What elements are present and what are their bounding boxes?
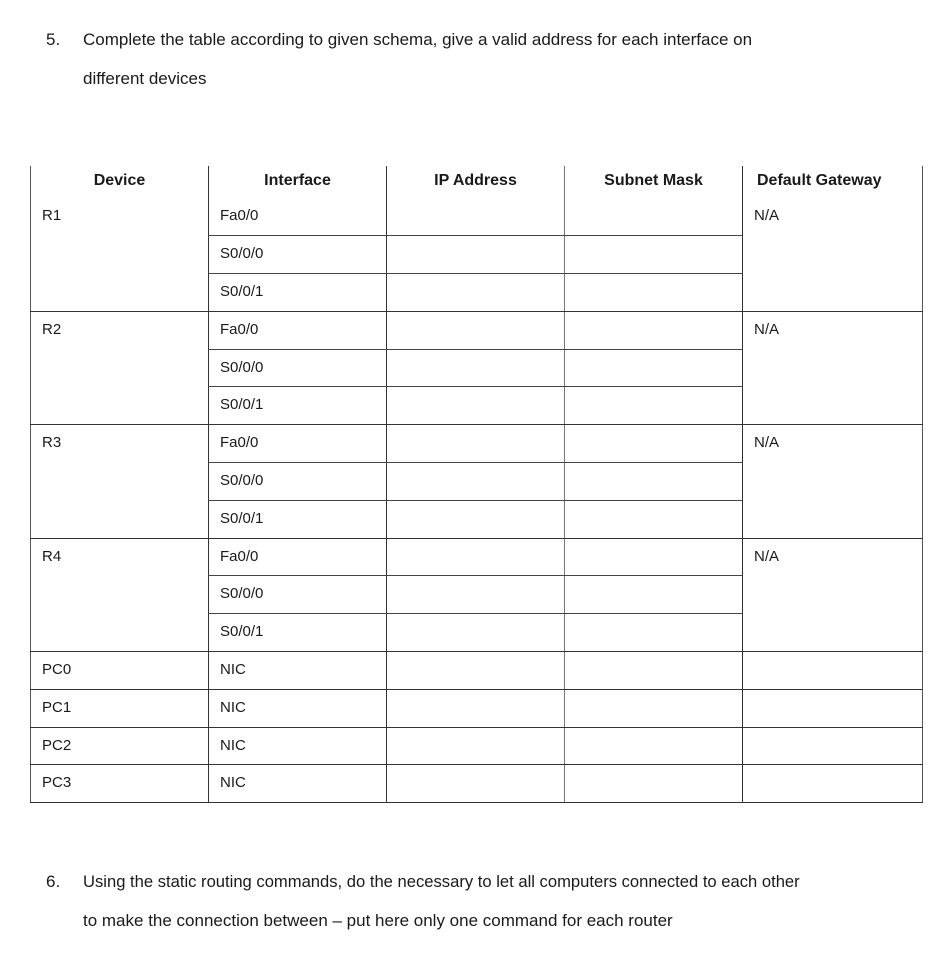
subnet-mask-cell[interactable] [565, 576, 743, 614]
subnet-mask-cell[interactable] [565, 463, 743, 501]
question-5-line-1: Complete the table according to given schema, give a valid address for each interface on [83, 30, 753, 49]
gateway-cell [743, 614, 923, 652]
interface-cell: NIC [209, 689, 387, 727]
gateway-cell [743, 236, 923, 274]
question-6-line-2: to make the connection between – put here only one command for each router [83, 911, 673, 930]
subnet-mask-cell[interactable] [565, 614, 743, 652]
interface-cell: S0/0/1 [209, 387, 387, 425]
subnet-mask-cell[interactable] [565, 500, 743, 538]
subnet-mask-cell[interactable] [565, 236, 743, 274]
subnet-mask-cell[interactable] [565, 349, 743, 387]
ip-address-cell[interactable] [387, 387, 565, 425]
device-cell: PC1 [31, 689, 209, 727]
gateway-cell [743, 463, 923, 501]
question-5-number: 5. [46, 30, 61, 49]
table-row [31, 463, 923, 501]
interface-cell: NIC [209, 652, 387, 690]
gateway-cell [743, 576, 923, 614]
device-cell: PC3 [31, 765, 209, 803]
ip-address-cell[interactable] [387, 765, 565, 803]
device-cell [31, 387, 209, 425]
gateway-cell: N/A [743, 538, 923, 576]
interface-cell: S0/0/0 [209, 463, 387, 501]
device-cell: R1 [31, 198, 209, 236]
gateway-cell [743, 387, 923, 425]
ip-address-cell[interactable] [387, 538, 565, 576]
table-row [31, 311, 923, 349]
subnet-mask-cell[interactable] [565, 689, 743, 727]
subnet-mask-cell[interactable] [565, 274, 743, 312]
interface-cell: Fa0/0 [209, 311, 387, 349]
question-6-line-1: Using the static routing commands, do the necessary to let all computers connected to each other [83, 872, 800, 891]
ip-address-cell[interactable] [387, 500, 565, 538]
device-cell: R3 [31, 425, 209, 463]
device-cell [31, 463, 209, 501]
table-row [31, 349, 923, 387]
ip-address-cell[interactable] [387, 576, 565, 614]
device-cell: R2 [31, 311, 209, 349]
interface-cell: S0/0/1 [209, 614, 387, 652]
ip-address-cell[interactable] [387, 425, 565, 463]
subnet-mask-cell[interactable] [565, 198, 743, 236]
device-cell: PC2 [31, 727, 209, 765]
table-row [31, 425, 923, 463]
device-cell [31, 236, 209, 274]
table-row [31, 500, 923, 538]
table-row [31, 538, 923, 576]
header-device: Device [31, 166, 209, 198]
table-row [31, 765, 923, 803]
table-row [31, 236, 923, 274]
interface-cell: Fa0/0 [209, 425, 387, 463]
device-cell [31, 576, 209, 614]
gateway-cell [743, 274, 923, 312]
table-row [31, 614, 923, 652]
ip-address-cell[interactable] [387, 311, 565, 349]
ip-address-cell[interactable] [387, 652, 565, 690]
interface-cell: NIC [209, 765, 387, 803]
interface-cell: S0/0/1 [209, 274, 387, 312]
header-subnet-mask: Subnet Mask [565, 166, 743, 198]
ip-address-cell[interactable] [387, 614, 565, 652]
header-default-gateway: Default Gateway [743, 166, 923, 198]
header-ip-address: IP Address [387, 166, 565, 198]
interface-cell: S0/0/0 [209, 576, 387, 614]
interface-cell: S0/0/0 [209, 349, 387, 387]
gateway-cell[interactable] [743, 727, 923, 765]
interface-cell: S0/0/1 [209, 500, 387, 538]
gateway-cell[interactable] [743, 652, 923, 690]
gateway-cell [743, 500, 923, 538]
ip-address-cell[interactable] [387, 236, 565, 274]
header-interface: Interface [209, 166, 387, 198]
gateway-cell: N/A [743, 425, 923, 463]
table-row [31, 689, 923, 727]
ip-address-cell[interactable] [387, 274, 565, 312]
ip-address-cell[interactable] [387, 349, 565, 387]
device-cell: PC0 [31, 652, 209, 690]
gateway-cell[interactable] [743, 765, 923, 803]
subnet-mask-cell[interactable] [565, 727, 743, 765]
device-cell [31, 349, 209, 387]
device-cell [31, 274, 209, 312]
table-row [31, 387, 923, 425]
subnet-mask-cell[interactable] [565, 387, 743, 425]
gateway-cell [743, 349, 923, 387]
subnet-mask-cell[interactable] [565, 538, 743, 576]
subnet-mask-cell[interactable] [565, 425, 743, 463]
subnet-mask-cell[interactable] [565, 765, 743, 803]
device-cell [31, 614, 209, 652]
interface-cell: Fa0/0 [209, 198, 387, 236]
question-6-number: 6. [46, 872, 61, 891]
question-5-line-2: different devices [83, 69, 207, 88]
subnet-mask-cell[interactable] [565, 652, 743, 690]
device-cell [31, 500, 209, 538]
gateway-cell: N/A [743, 198, 923, 236]
subnet-mask-cell[interactable] [565, 311, 743, 349]
ip-address-cell[interactable] [387, 463, 565, 501]
device-cell: R4 [31, 538, 209, 576]
gateway-cell[interactable] [743, 689, 923, 727]
interface-cell: NIC [209, 727, 387, 765]
address-table [30, 166, 923, 803]
table-row [31, 198, 923, 236]
gateway-cell: N/A [743, 311, 923, 349]
ip-address-cell[interactable] [387, 689, 565, 727]
interface-cell: Fa0/0 [209, 538, 387, 576]
table-row [31, 274, 923, 312]
table-header-row [31, 166, 923, 198]
interface-cell: S0/0/0 [209, 236, 387, 274]
ip-address-cell[interactable] [387, 727, 565, 765]
table-row [31, 727, 923, 765]
table-row [31, 576, 923, 614]
table-row [31, 652, 923, 690]
ip-address-cell[interactable] [387, 198, 565, 236]
